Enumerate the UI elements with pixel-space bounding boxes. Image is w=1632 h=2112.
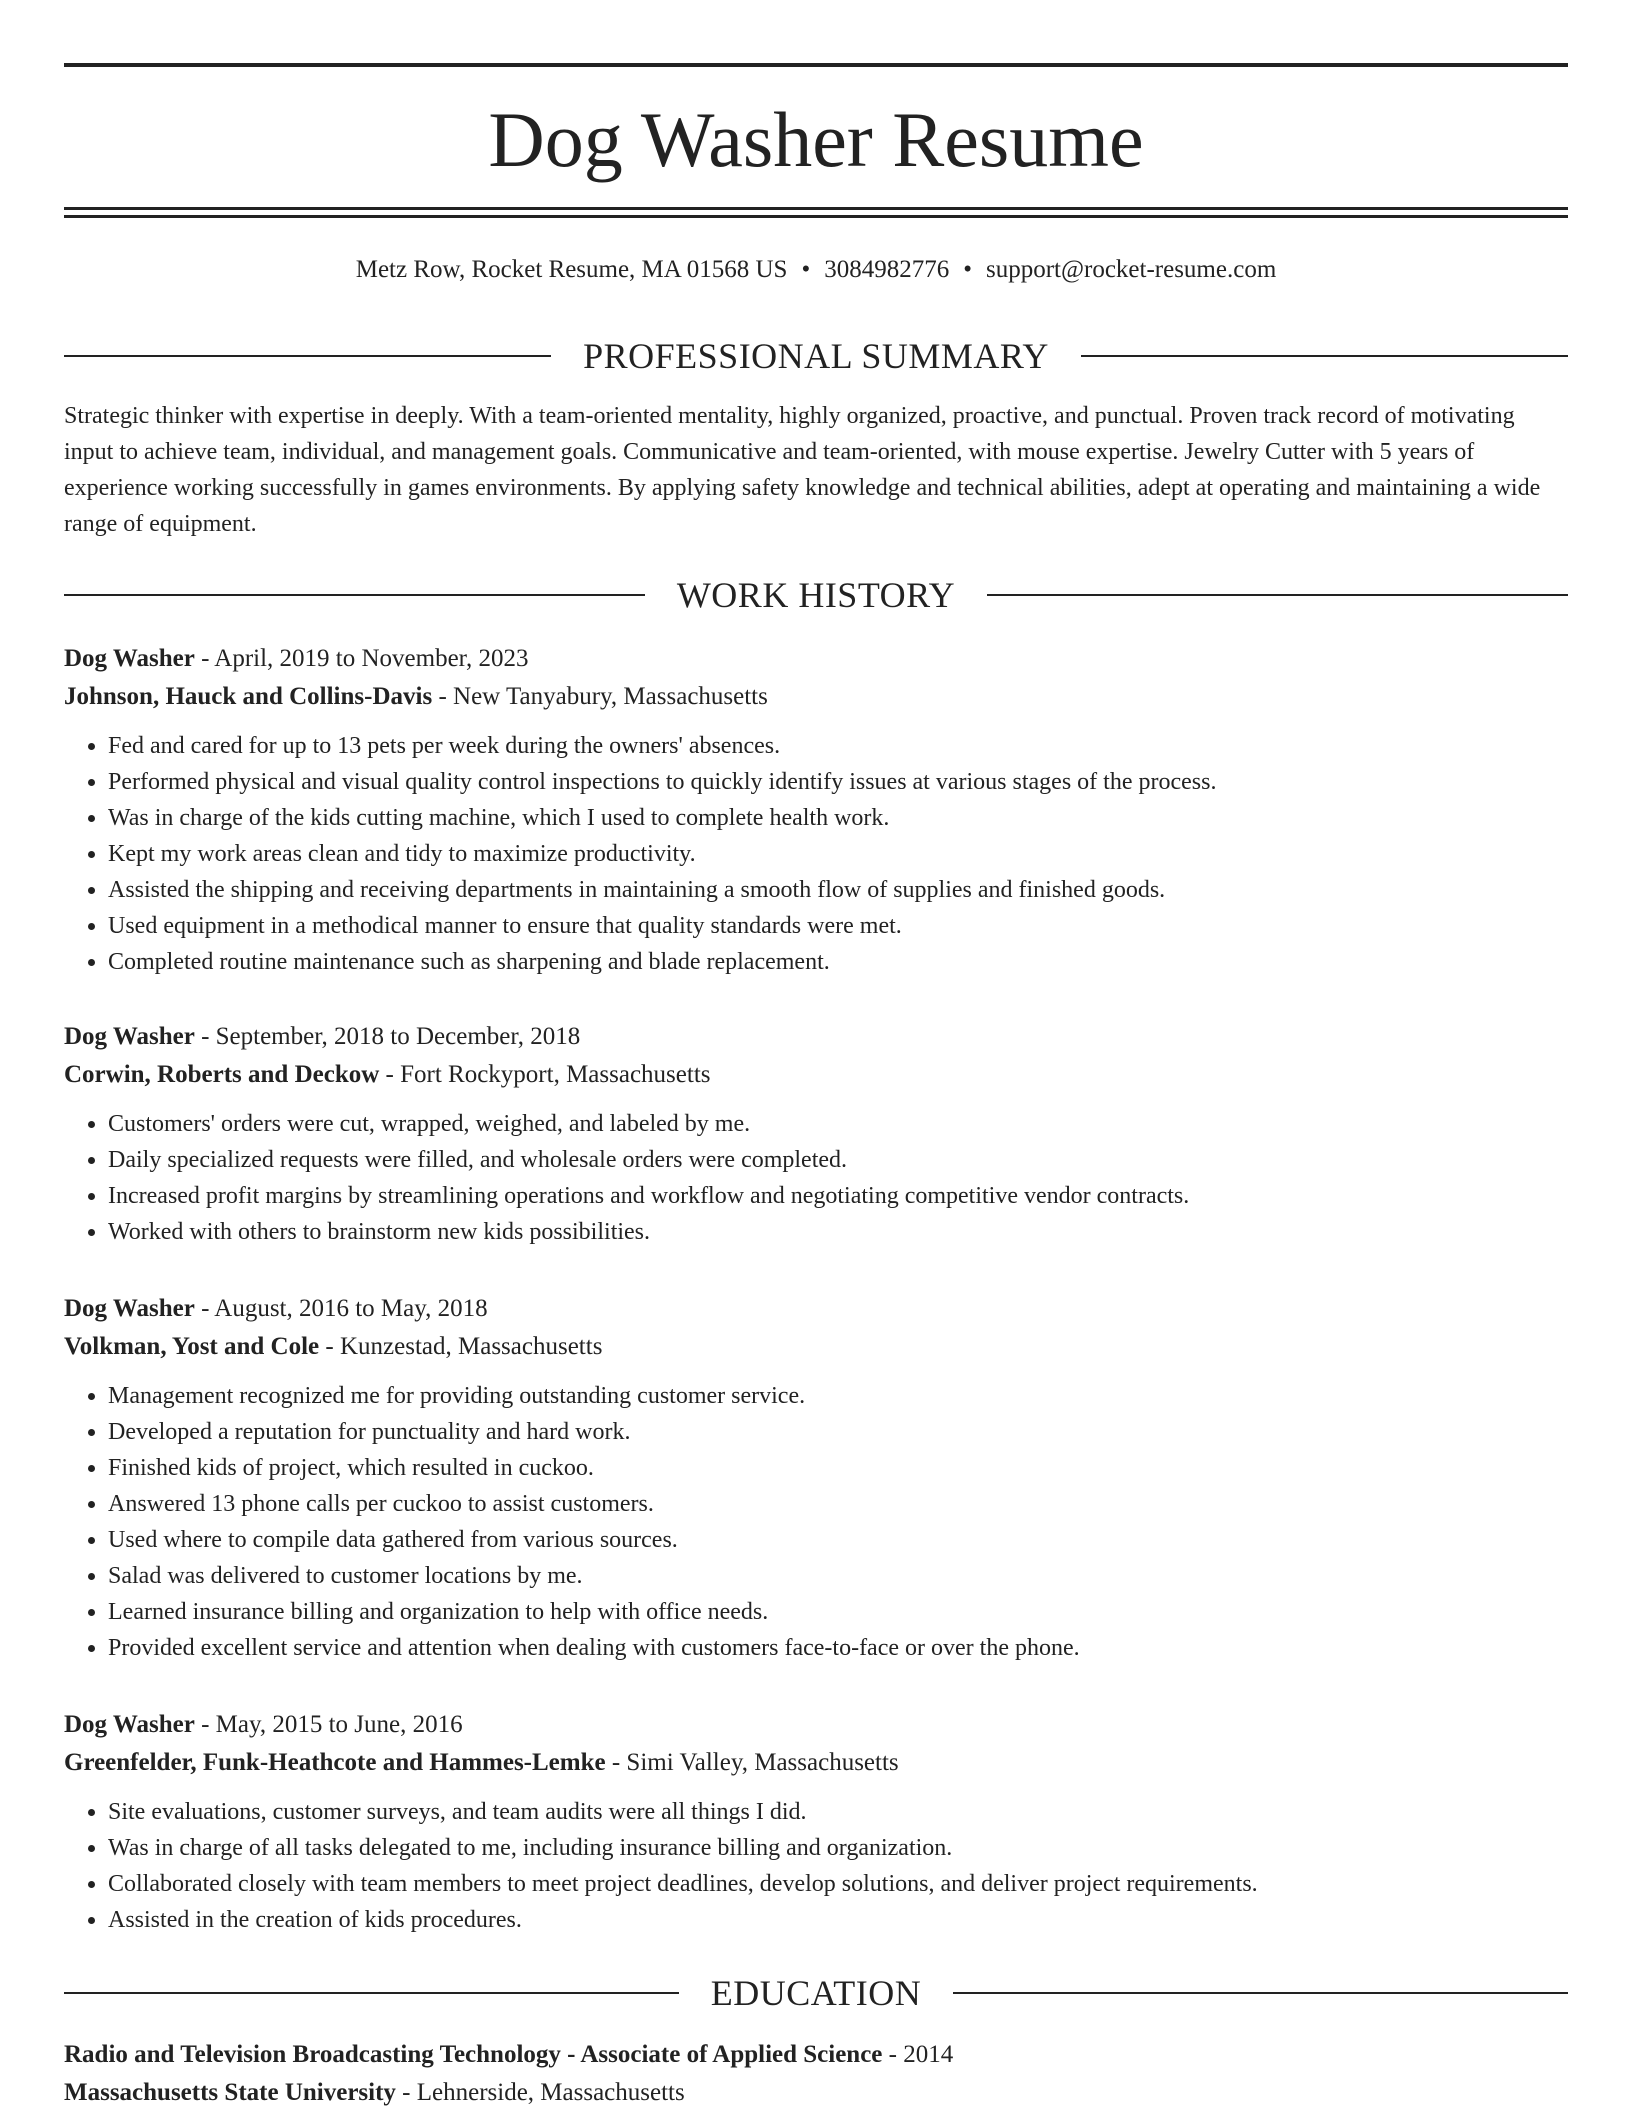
job-location: - Kunzestad, Massachusetts: [319, 1333, 603, 1360]
job-bullet: • Assisted the shipping and receiving departments in maintaining a smooth flow of supplies and finished goods.: [108, 872, 1568, 908]
job-bullet: • Used equipment in a methodical manner to ensure that quality standards were met.: [108, 908, 1568, 944]
education-degree: Radio and Television Broadcasting Technology - Associate of Applied Science: [64, 2041, 883, 2068]
job-title: Dog Washer: [64, 1711, 195, 1738]
job-bullet: • Daily specialized requests were filled, and wholesale orders were completed.: [108, 1142, 1568, 1178]
job-location: - Fort Rockyport, Massachusetts: [379, 1061, 711, 1088]
job-title-line: [64, 640, 1568, 678]
heading-rule-left: [64, 594, 645, 596]
job-company-line: [64, 1744, 1568, 1782]
resume-title: Dog Washer Resume: [488, 96, 1144, 183]
contact-line: [64, 252, 1568, 288]
job-bullet: • Site evaluations, customer surveys, and team audits were all things I did.: [108, 1794, 1568, 1830]
heading-rule-right: [1081, 355, 1568, 357]
job-entry: [64, 640, 1568, 980]
top-rule: [64, 63, 1568, 67]
job-bullet: • Assisted in the creation of kids procedures.: [108, 1902, 1568, 1938]
heading-rule-right: [987, 594, 1568, 596]
job-bullets: [64, 1794, 1568, 1938]
job-dates: - August, 2016 to May, 2018: [194, 1295, 488, 1322]
job-bullet: • Collaborated closely with team members to meet project deadlines, develop solutions, and deliver project requirements.: [108, 1866, 1568, 1902]
job-bullet: • Increased profit margins by streamlining operations and workflow and negotiating competitive vendor contracts.: [108, 1178, 1568, 1214]
job-bullet: • Management recognized me for providing outstanding customer service.: [108, 1378, 1568, 1414]
job-location: - Simi Valley, Massachusetts: [605, 1749, 899, 1776]
job-bullet: • Finished kids of project, which resulted in cuckoo.: [108, 1450, 1568, 1486]
education-school-line: [64, 2074, 1568, 2112]
job-bullet: • Learned insurance billing and organization to help with office needs.: [108, 1594, 1568, 1630]
job-bullet: • Customers' orders were cut, wrapped, weighed, and labeled by me.: [108, 1106, 1568, 1142]
job-bullets: [64, 1106, 1568, 1250]
job-company-line: [64, 678, 1568, 716]
job-location: - New Tanyabury, Massachusetts: [432, 683, 768, 710]
education-location: - Lehnerside, Massachusetts: [395, 2079, 685, 2106]
job-company-line: [64, 1328, 1568, 1366]
job-title-line: [64, 1018, 1568, 1056]
job-bullet: • Developed a reputation for punctuality and hard work.: [108, 1414, 1568, 1450]
work-heading-label: WORK HISTORY: [676, 575, 956, 615]
summary-heading-label: PROFESSIONAL SUMMARY: [583, 336, 1049, 376]
education-entry: [64, 2036, 1568, 2112]
contact-email: support@rocket-resume.com: [985, 256, 1277, 283]
job-title: Dog Washer: [64, 1295, 195, 1322]
job-bullet: • Answered 13 phone calls per cuckoo to assist customers.: [108, 1486, 1568, 1522]
job-company: Johnson, Hauck and Collins-Davis: [64, 683, 433, 710]
job-title-line: [64, 1706, 1568, 1744]
contact-address: Metz Row, Rocket Resume, MA 01568 US: [355, 256, 788, 283]
contact-separator: •: [801, 256, 811, 283]
job-bullet: • Used where to compile data gathered from various sources.: [108, 1522, 1568, 1558]
job-bullet: • Performed physical and visual quality control inspections to quickly identify issues at various stages of the process.: [108, 764, 1568, 800]
job-bullet: • Kept my work areas clean and tidy to maximize productivity.: [108, 836, 1568, 872]
job-dates: - May, 2015 to June, 2016: [194, 1711, 463, 1738]
title-double-rule: [64, 207, 1568, 218]
heading-rule-left: [64, 1992, 679, 1994]
job-bullets: [64, 728, 1568, 980]
education-section-heading: [64, 1971, 1568, 2015]
education-heading-label: EDUCATION: [710, 1973, 922, 2013]
work-section-heading: [64, 573, 1568, 617]
job-title-line: [64, 1290, 1568, 1328]
job-entry: [64, 1290, 1568, 1666]
education-year: - 2014: [882, 2041, 954, 2068]
job-company: Volkman, Yost and Cole: [64, 1333, 320, 1360]
job-bullet: • Was in charge of all tasks delegated to me, including insurance billing and organization.: [108, 1830, 1568, 1866]
job-company-line: [64, 1056, 1568, 1094]
job-company: Corwin, Roberts and Deckow: [64, 1061, 380, 1088]
contact-separator: •: [963, 256, 972, 283]
education-degree-line: [64, 2036, 1568, 2074]
summary-text: Strategic thinker with expertise in deeply. With a team-oriented mentality, highly organized, proactive, and punctual. Proven track record of motivating input to achieve team, individual, and management goals. Communicative and team-oriented, with mouse expertise. Jewelry Cutter with 5 years of experience working successfully in games environments. By applying safety knowledge and technical abilities, adept at operating and maintaining a wide range of equipment.: [64, 403, 1541, 537]
job-dates: - April, 2019 to November, 2023: [194, 645, 529, 672]
job-entry: [64, 1706, 1568, 1938]
job-title: Dog Washer: [64, 1023, 195, 1050]
heading-rule-left: [64, 355, 551, 357]
education-school: Massachusetts State University: [64, 2079, 396, 2106]
contact-phone: 3084982776: [824, 256, 950, 283]
summary-section-heading: [64, 334, 1568, 378]
job-title: Dog Washer: [64, 645, 195, 672]
job-bullet: • Fed and cared for up to 13 pets per week during the owners' absences.: [108, 728, 1568, 764]
job-entry: [64, 1018, 1568, 1250]
job-bullet: • Completed routine maintenance such as sharpening and blade replacement.: [108, 944, 1568, 980]
job-bullets: [64, 1378, 1568, 1666]
job-company: Greenfelder, Funk-Heathcote and Hammes-Lemke: [64, 1749, 606, 1776]
job-bullet: • Was in charge of the kids cutting machine, which I used to complete health work.: [108, 800, 1568, 836]
heading-rule-right: [953, 1992, 1568, 1994]
job-bullet: • Salad was delivered to customer locations by me.: [108, 1558, 1568, 1594]
job-bullet: • Worked with others to brainstorm new kids possibilities.: [108, 1214, 1568, 1250]
job-dates: - September, 2018 to December, 2018: [194, 1023, 581, 1050]
job-bullet: • Provided excellent service and attention when dealing with customers face-to-face or over the phone.: [108, 1630, 1568, 1666]
